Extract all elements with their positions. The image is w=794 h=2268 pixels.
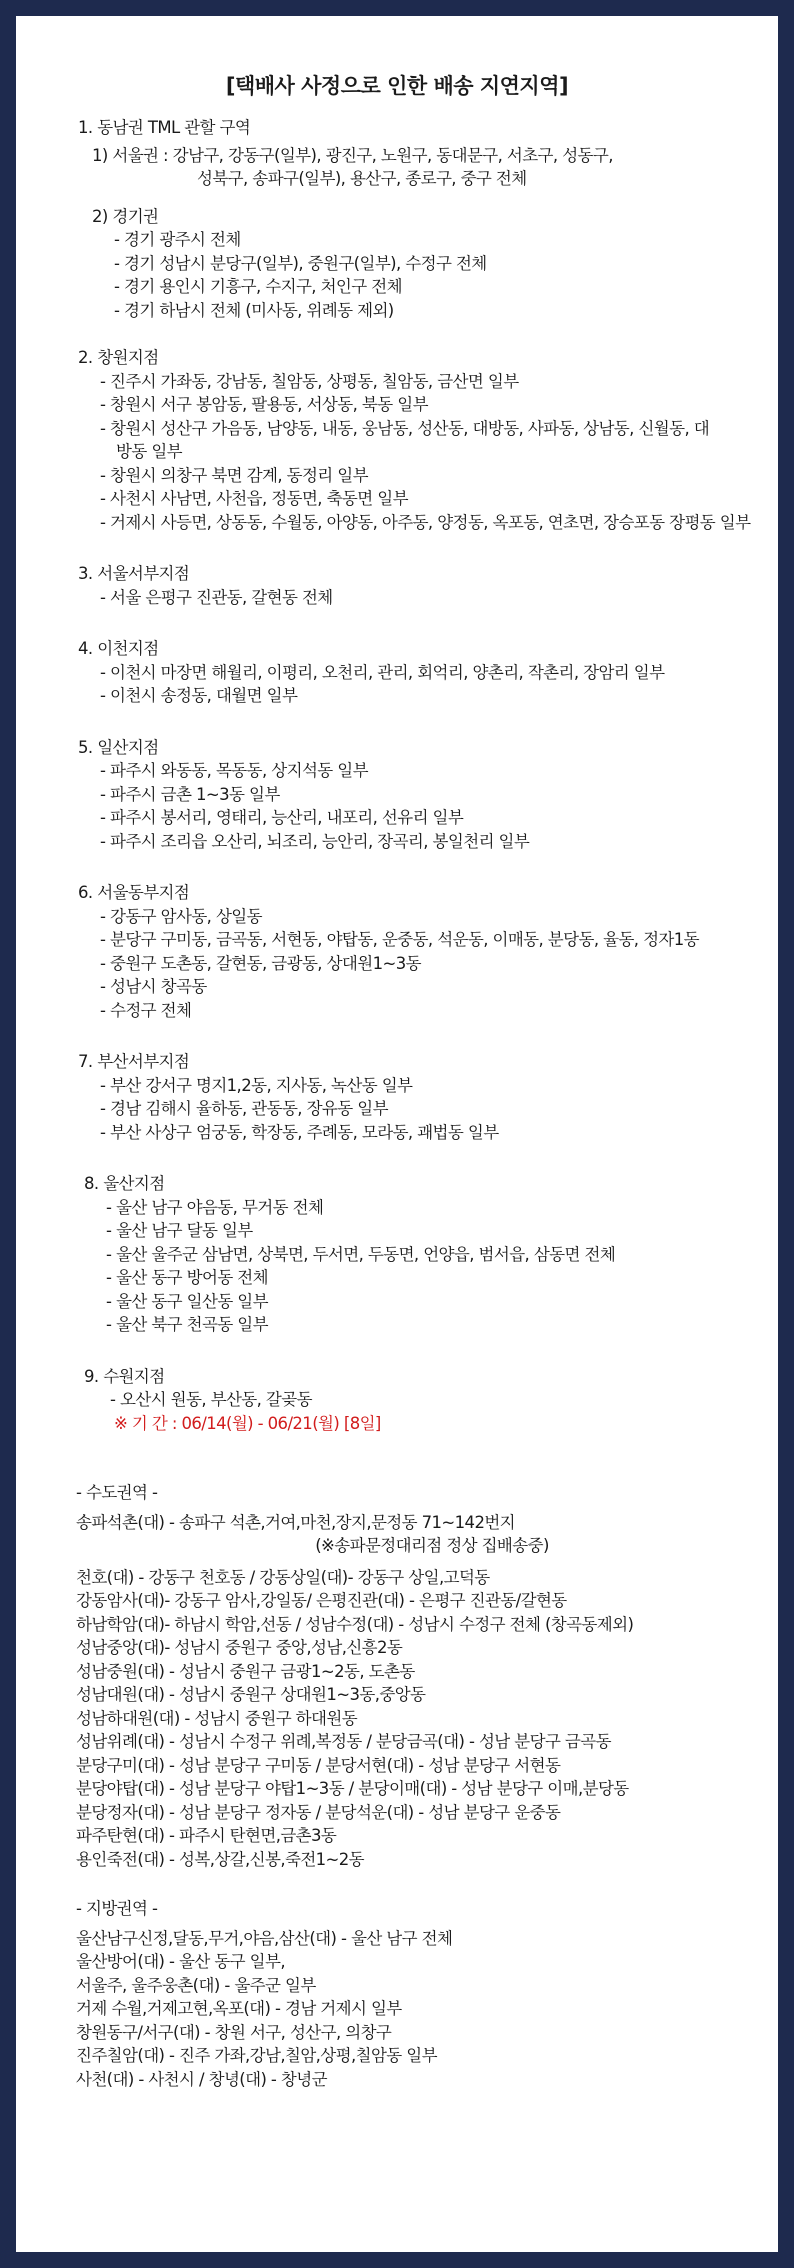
capital-area-block: [76, 1481, 758, 1871]
section-heading: 1. 동남권 TML 관할 구역: [78, 118, 251, 137]
subsection-label: 2) 경기권: [92, 206, 159, 226]
list-item: - 부산 강서구 명지1,2동, 지사동, 녹산동 일부: [100, 1075, 413, 1095]
list-item: - 성남시 창곡동: [100, 977, 207, 996]
list-item: 하남학암(대)- 하남시 학암,선동 / 성남수정(대) - 성남시 수정구 전체 (창곡동제외): [76, 1614, 634, 1634]
subsection-gyeonggi: [92, 205, 758, 323]
list-item: 진주칠암(대) - 진주 가좌,강남,칠암,상평,칠암동 일부: [76, 2046, 437, 2065]
section-4: [78, 637, 758, 708]
section-7: [78, 1050, 758, 1144]
page-title: [택배사 사정으로 인한 배송 지연지역]: [225, 74, 569, 98]
list-item: - 경기 성남시 분당구(일부), 중원구(일부), 수정구 전체: [114, 253, 487, 273]
section-1: [78, 116, 758, 322]
section-heading: 7. 부산서부지점: [78, 1052, 190, 1071]
list-item: - 거제시 사등면, 상동동, 수월동, 아양동, 아주동, 양정동, 옥포동, 연초면, 장승포동 장평동 일부: [100, 512, 751, 532]
list-item: - 사천시 사남면, 사천읍, 정동면, 축동면 일부: [100, 489, 408, 508]
list-item: - 창원시 의창구 북면 감계, 동정리 일부: [100, 465, 368, 485]
list-item: - 진주시 가좌동, 강남동, 칠암동, 상평동, 칠암동, 금산면 일부: [100, 371, 519, 391]
regional-area-title: - 지방권역 -: [76, 1899, 158, 1918]
notice-panel: [16, 16, 778, 2252]
list-item: - 울산 동구 방어동 전체: [106, 1268, 268, 1287]
list-item: - 부산 사상구 엄궁동, 학장동, 주례동, 모라동, 괘법동 일부: [100, 1122, 499, 1142]
list-item: 송파석촌(대) - 송파구 석촌,거여,마천,장지,문정동 71~142번지: [76, 1512, 516, 1532]
list-item: - 이천시 송정동, 대월면 일부: [100, 686, 298, 705]
capital-area-title: - 수도권역 -: [76, 1483, 158, 1502]
list-item: 성남위례(대) - 성남시 수정구 위례,복정동 / 분당금곡(대) - 성남 분당구 금곡동: [76, 1732, 611, 1751]
section-2: [78, 346, 758, 534]
list-item: - 경기 광주시 전체: [114, 230, 241, 249]
list-item: - 파주시 금촌 1~3동 일부: [100, 784, 280, 804]
list-item: - 파주시 봉서리, 영태리, 능산리, 내포리, 선유리 일부: [100, 808, 464, 827]
list-item: - 서울 은평구 진관동, 갈현동 전체: [100, 587, 333, 607]
list-item: - 경기 용인시 기흥구, 수지구, 처인구 전체: [114, 277, 402, 296]
section-5: [78, 736, 758, 854]
regional-area-block: [76, 1897, 758, 2091]
list-item: - 울산 북구 천곡동 일부: [106, 1315, 268, 1334]
section-heading: 9. 수원지점: [84, 1366, 165, 1386]
section-6: [78, 881, 758, 1022]
list-item: - 경남 김해시 율하동, 관동동, 장유동 일부: [100, 1099, 388, 1118]
list-item: - 울산 남구 야음동, 무거동 전체: [106, 1197, 324, 1217]
section-heading: 4. 이천지점: [78, 639, 159, 658]
list-item: 창원동구/서구(대) - 창원 서구, 성산구, 의창구: [76, 2022, 392, 2042]
list-item: - 이천시 마장면 해월리, 이평리, 오천리, 관리, 회억리, 양촌리, 작촌리, 장암리 일부: [100, 662, 665, 682]
list-item: - 경기 하남시 전체 (미사동, 위례동 제외): [114, 300, 394, 320]
list-item: 강동암사(대)- 강동구 암사,강일동/ 은평진관(대) - 은평구 진관동/갈현동: [76, 1591, 567, 1610]
section-8: [84, 1172, 758, 1337]
subsection-seoul: [92, 144, 758, 191]
list-item: 울산방어(대) - 울산 동구 일부,: [76, 1952, 285, 1971]
list-item: 서울주, 울주웅촌(대) - 울주군 일부: [76, 1975, 316, 1995]
list-item: 용인죽전(대) - 성복,상갈,신봉,죽전1~2동: [76, 1849, 365, 1869]
list-item: - 울산 동구 일산동 일부: [106, 1291, 268, 1311]
section-9: [84, 1365, 758, 1436]
list-item: 성남중원(대) - 성남시 중원구 금광1~2동, 도촌동: [76, 1661, 415, 1681]
list-item: - 창원시 서구 봉암동, 팔용동, 서상동, 북동 일부: [100, 395, 428, 414]
list-item: - 오산시 원동, 부산동, 갈곶동: [110, 1390, 312, 1409]
list-note: (※송파문정대리점 정상 집배송중): [315, 1536, 549, 1555]
section-heading: 3. 서울서부지점: [78, 564, 190, 583]
list-item: 천호(대) - 강동구 천호동 / 강동상일(대)- 강동구 상일,고덕동: [76, 1567, 490, 1587]
list-item: - 분당구 구미동, 금곡동, 서현동, 야탑동, 운중동, 석운동, 이매동, 분당동, 율동, 정자1동: [100, 930, 699, 949]
list-item: - 창원시 성산구 가음동, 남양동, 내동, 웅남동, 성산동, 대방동, 사파동, 상남동, 신월동, 대방동 일부: [100, 418, 710, 461]
subsection-text: 강남구, 강동구(일부), 광진구, 노원구, 동대문구, 서초구, 성동구,: [172, 145, 613, 165]
section-heading: 6. 서울동부지점: [78, 883, 190, 902]
list-item: 거제 수월,거제고현,옥포(대) - 경남 거제시 일부: [76, 1999, 402, 2018]
list-item: - 울산 남구 달동 일부: [106, 1221, 253, 1240]
list-item: 사천(대) - 사천시 / 창녕(대) - 창녕군: [76, 2069, 327, 2089]
section-heading: 2. 창원지점: [78, 348, 159, 367]
delay-period-notice: ※ 기 간 : 06/14(월) - 06/21(월) [8일]: [114, 1413, 381, 1433]
list-item: - 수정구 전체: [100, 1000, 192, 1020]
list-item: - 울산 울주군 삼남면, 상북면, 두서면, 두동면, 언양읍, 범서읍, 삼동면 전체: [106, 1244, 616, 1264]
section-heading: 5. 일산지점: [78, 737, 159, 757]
list-item: 성남중앙(대)- 성남시 중원구 중앙,성남,신흥2동: [76, 1638, 403, 1657]
list-item: - 중원구 도촌동, 갈현동, 금광동, 상대원1~3동: [100, 953, 421, 973]
subsection-text: 성북구, 송파구(일부), 용산구, 종로구, 중구 전체: [197, 169, 527, 188]
list-item: 성남하대원(대) - 성남시 중원구 하대원동: [76, 1708, 358, 1728]
list-item: - 강동구 암사동, 상일동: [100, 906, 262, 926]
list-item: 분당야탑(대) - 성남 분당구 야탑1~3동 / 분당이매(대) - 성남 분당구 이매,분당동: [76, 1779, 629, 1798]
list-item: 성남대원(대) - 성남시 중원구 상대원1~3동,중앙동: [76, 1685, 426, 1704]
list-item: 분당정자(대) - 성남 분당구 정자동 / 분당석운(대) - 성남 분당구 운중동: [76, 1802, 561, 1822]
list-item: 울산남구신정,달동,무거,야음,삼산(대) - 울산 남구 전체: [76, 1928, 453, 1948]
list-item: - 파주시 조리읍 오산리, 뇌조리, 능안리, 장곡리, 봉일천리 일부: [100, 831, 530, 851]
section-3: [78, 562, 758, 609]
notice-content: [78, 116, 758, 2091]
section-heading: 8. 울산지점: [84, 1174, 165, 1193]
list-item: 파주탄현(대) - 파주시 탄현면,금촌3동: [76, 1826, 337, 1845]
list-item: - 파주시 와동동, 목동동, 상지석동 일부: [100, 761, 368, 780]
list-item: 분당구미(대) - 성남 분당구 구미동 / 분당서현(대) - 성남 분당구 서현동: [76, 1755, 561, 1775]
subsection-label: 1) 서울권 :: [92, 145, 173, 165]
